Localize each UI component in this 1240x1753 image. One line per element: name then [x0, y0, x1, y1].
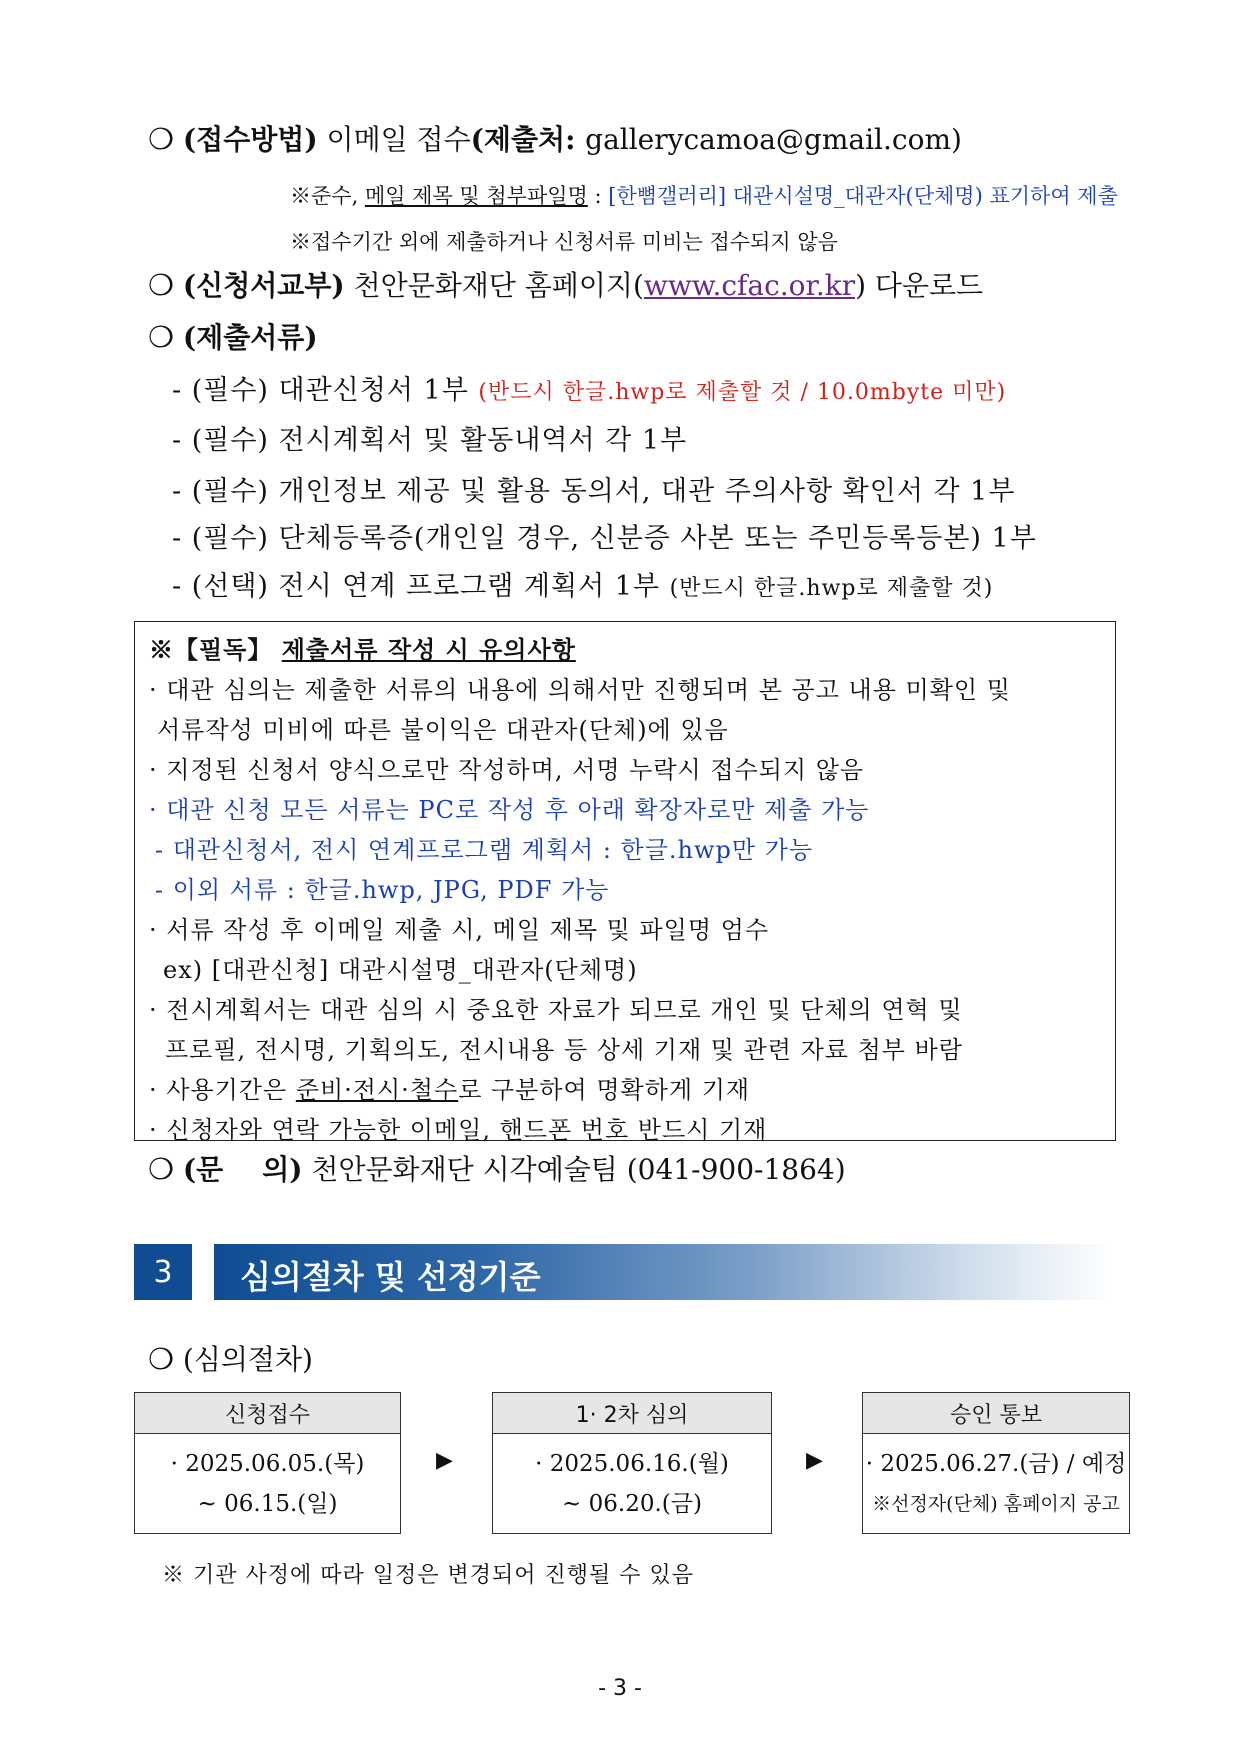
notice-title — [149, 630, 576, 665]
notice-line: - 이외 서류 : 한글.hwp, JPG, PDF 가능 — [155, 876, 610, 904]
schedule-footnote: ※ 기관 사정에 따라 일정은 변경되어 진행될 수 있음 — [162, 1563, 694, 1588]
notice-line: · 서류 작성 후 이메일 제출 시, 메일 제목 및 파일명 엄수 — [149, 916, 770, 944]
document-item — [172, 418, 687, 457]
step-date-end: ~ 06.20.(금) — [562, 1491, 702, 1517]
period-suffix: 로 구분하여 명확하게 기재 — [458, 1076, 751, 1104]
document-item-text: - (필수) 대관신청서 1부 — [172, 375, 479, 406]
reception-method-line — [148, 118, 962, 158]
step-date-start: · 2025.06.05.(목) — [170, 1451, 365, 1477]
step-title: 승인 통보 — [863, 1393, 1129, 1434]
document-item-text: - (필수) 단체등록증(개인일 경우, 신분증 사본 또는 주민등록등본) 1부 — [172, 523, 1037, 554]
step-title: 1· 2차 심의 — [493, 1393, 771, 1434]
section-number: 3 — [134, 1244, 192, 1300]
step-body — [135, 1434, 400, 1524]
document-item — [172, 368, 1006, 407]
step-box-approval — [862, 1392, 1130, 1534]
form-download-text: 천안문화재단 홈페이지( — [353, 269, 644, 302]
inquiry-label: (문 의) — [182, 1153, 303, 1186]
documents-label: (제출서류) — [182, 321, 318, 354]
step-title: 신청접수 — [135, 1393, 400, 1434]
review-procedure-label: (심의절차) — [182, 1343, 313, 1376]
notice-line: · 지정된 신청서 양식으로만 작성하며, 서명 누락시 접수되지 않음 — [149, 756, 865, 784]
notice-title-text: 제출서류 작성 시 유의사항 — [281, 635, 576, 664]
arrow-right-icon: ▶ — [806, 1448, 823, 1473]
document-item — [172, 469, 1015, 508]
circle-bullet-icon: ❍ — [148, 122, 174, 156]
arrow-right-icon: ▶ — [436, 1448, 453, 1473]
reception-method-text: 이메일 접수 — [326, 123, 471, 156]
email-close: ) — [951, 123, 962, 156]
note1-prefix: ※준수, — [290, 184, 365, 208]
notice-line: 프로필, 전시명, 기획의도, 전시내용 등 상세 기재 및 관련 자료 첨부 바람 — [165, 1036, 963, 1064]
step-body — [493, 1434, 771, 1524]
notice-line: 서류작성 미비에 따른 불이익은 대관자(단체)에 있음 — [157, 716, 729, 744]
document-item-text: - (선택) 전시 연계 프로그램 계획서 1부 — [172, 571, 670, 602]
step-body — [863, 1434, 1129, 1524]
document-item-note: (반드시 한글.hwp로 제출할 것) — [669, 576, 994, 601]
notice-line: · 전시계획서는 대관 심의 시 중요한 자료가 되므로 개인 및 단체의 연혁 및 — [149, 996, 963, 1024]
email-label: (제출처: — [470, 123, 586, 156]
notice-period-line — [149, 1070, 750, 1105]
notice-line: ex) [대관신청] 대관시설명_대관자(단체명) — [163, 956, 638, 984]
document-item — [172, 516, 1037, 555]
note1-colon: : — [587, 184, 609, 208]
section-title-bar — [214, 1244, 1114, 1300]
reception-note-1 — [290, 180, 1118, 210]
form-download-suffix: ) 다운로드 — [855, 269, 984, 302]
document-item-note: (반드시 한글.hwp로 제출할 것 / 10.0mbyte 미만) — [478, 380, 1007, 405]
step-date-end: ~ 06.15.(일) — [197, 1491, 338, 1517]
notice-line: · 대관 신청 모든 서류는 PC로 작성 후 아래 확장자로만 제출 가능 — [149, 796, 870, 824]
document-item-text: - (필수) 개인정보 제공 및 활용 동의서, 대관 주의사항 확인서 각 1부 — [172, 476, 1016, 507]
notice-box — [134, 621, 1116, 1144]
note1-underlined: 메일 제목 및 첨부파일명 — [364, 184, 588, 208]
step-box-review — [492, 1392, 772, 1534]
step-date-start: · 2025.06.16.(월) — [535, 1451, 729, 1477]
document-item — [172, 564, 993, 603]
notice-line: - 대관신청서, 전시 연계프로그램 계획서 : 한글.hwp만 가능 — [155, 836, 814, 864]
documents-heading — [148, 316, 318, 356]
form-download-line — [148, 264, 983, 304]
note1-filename-rule: [한뼘갤러리] 대관시설명_대관자(단체명) 표기하여 제출 — [608, 184, 1118, 208]
period-underlined: 준비·전시·철수 — [295, 1076, 459, 1104]
email-address: gallerycamoa@gmail.com — [585, 123, 952, 156]
step-note: ※선정자(단체) 홈페이지 공고 — [872, 1493, 1120, 1515]
inquiry-line — [148, 1148, 846, 1188]
page-number: - 3 - — [598, 1676, 642, 1701]
notice-line: · 대관 심의는 제출한 서류의 내용에 의해서만 진행되며 본 공고 내용 미확인 및 — [149, 676, 1011, 704]
notice-line: · 신청자와 연락 가능한 이메일, 핸드폰 번호 반드시 기재 — [149, 1116, 768, 1144]
reception-method-label: (접수방법) — [182, 123, 318, 156]
step-box-application — [134, 1392, 401, 1534]
circle-bullet-icon: ❍ — [148, 1342, 174, 1376]
period-prefix: · 사용기간은 — [149, 1076, 296, 1104]
circle-bullet-icon: ❍ — [148, 1152, 174, 1186]
inquiry-text: 천안문화재단 시각예술팀 (041-900-1864) — [311, 1153, 846, 1186]
circle-bullet-icon: ❍ — [148, 320, 174, 354]
form-download-label: (신청서교부) — [182, 269, 345, 302]
reception-note-2: ※접수기간 외에 제출하거나 신청서류 미비는 접수되지 않음 — [290, 230, 838, 254]
review-procedure-heading — [148, 1338, 313, 1378]
step-date-start: · 2025.06.27.(금) / 예정 — [865, 1451, 1127, 1477]
circle-bullet-icon: ❍ — [148, 268, 174, 302]
section-title: 심의절차 및 선정기준 — [240, 1258, 541, 1296]
notice-title-prefix: ※【필독】 — [149, 635, 282, 664]
document-item-text: - (필수) 전시계획서 및 활동내역서 각 1부 — [172, 425, 688, 456]
homepage-link[interactable]: www.cfac.or.kr — [643, 269, 856, 302]
